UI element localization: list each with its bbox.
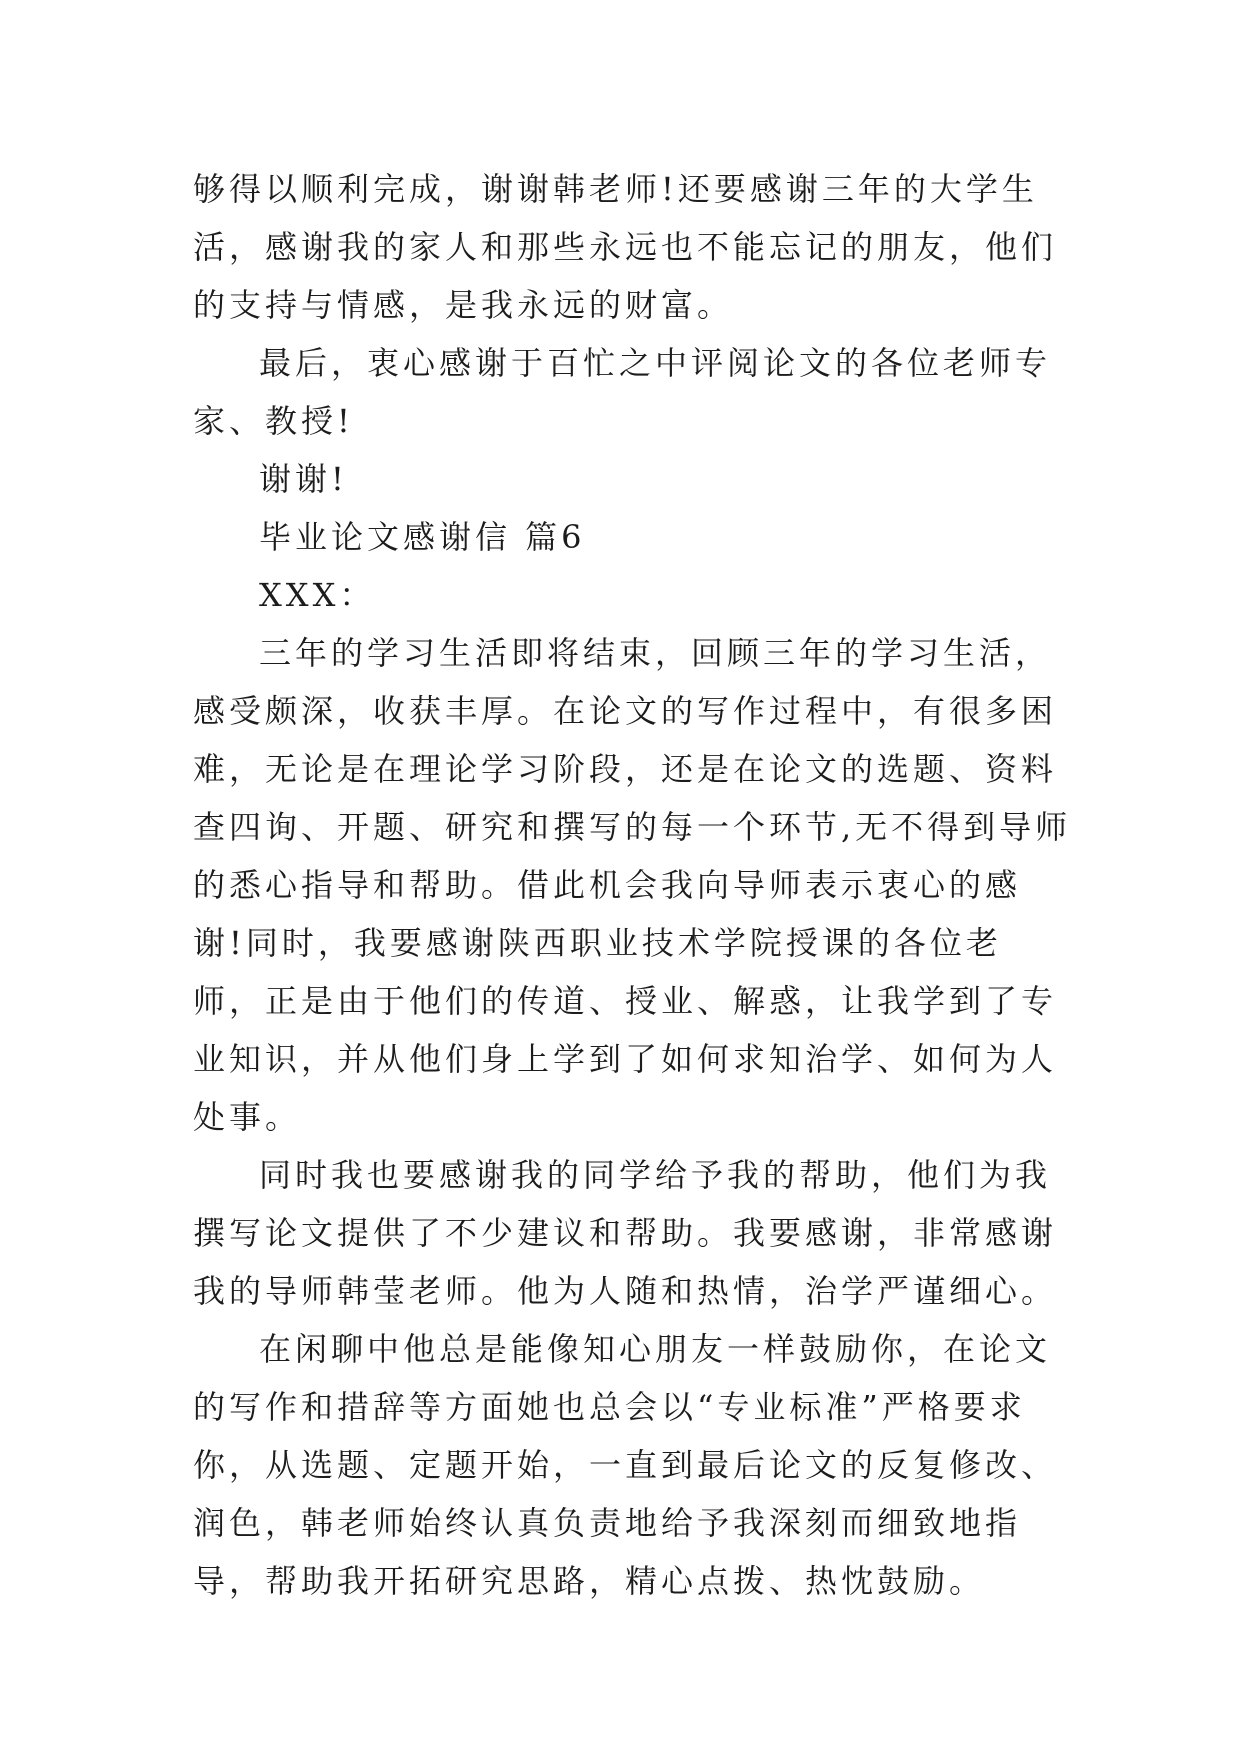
section-heading: 毕业论文感谢信 篇6 [259,518,586,556]
salutation: XXX： [259,576,376,614]
paragraph-continuation: 够得以顺利完成，谢谢韩老师!还要感谢三年的大学生活，感谢我的家人和那些永远也不能忘记的朋友，他们的支持与情感，是我永远的财富。 [193,170,1058,324]
paragraph-study-life: 三年的学习生活即将结束，回顾三年的学习生活，感受颇深，收获丰厚。在论文的写作过程中，有很多困难，无论是在理论学习阶段，还是在论文的选题、资料查四询、开题、研究和撰写的每一个环节,无不得到导师的悉心指导和帮助。借此机会我向导师表示衷心的感谢!同时，我要感谢陕西职业技术学院授课的各位老师，正是由于他们的传道、授业、解惑，让我学到了专业知识，并从他们身上学到了如何求知治学、如何为人处事。 [193,634,1072,1136]
paragraph-classmates: 同时我也要感谢我的同学给予我的帮助，他们为我撰写论文提供了不少建议和帮助。我要感谢，非常感谢我的导师韩莹老师。他为人随和热情，治学严谨细心。 [193,1156,1058,1310]
document-body [193,160,1073,1610]
paragraph-advisor: 在闲聊中他总是能像知心朋友一样鼓励你，在论文的写作和措辞等方面她也总会以“专业标准”严格要求你，从选题、定题开始，一直到最后论文的反复修改、润色，韩老师始终认真负责地给予我深刻而细致地指导，帮助我开拓研究思路，精心点拨、热忱鼓励。 [193,1330,1058,1600]
paragraph-thanks: 谢谢! [259,460,348,498]
paragraph-closing-thanks: 最后，衷心感谢于百忙之中评阅论文的各位老师专家、教授! [193,344,1052,440]
